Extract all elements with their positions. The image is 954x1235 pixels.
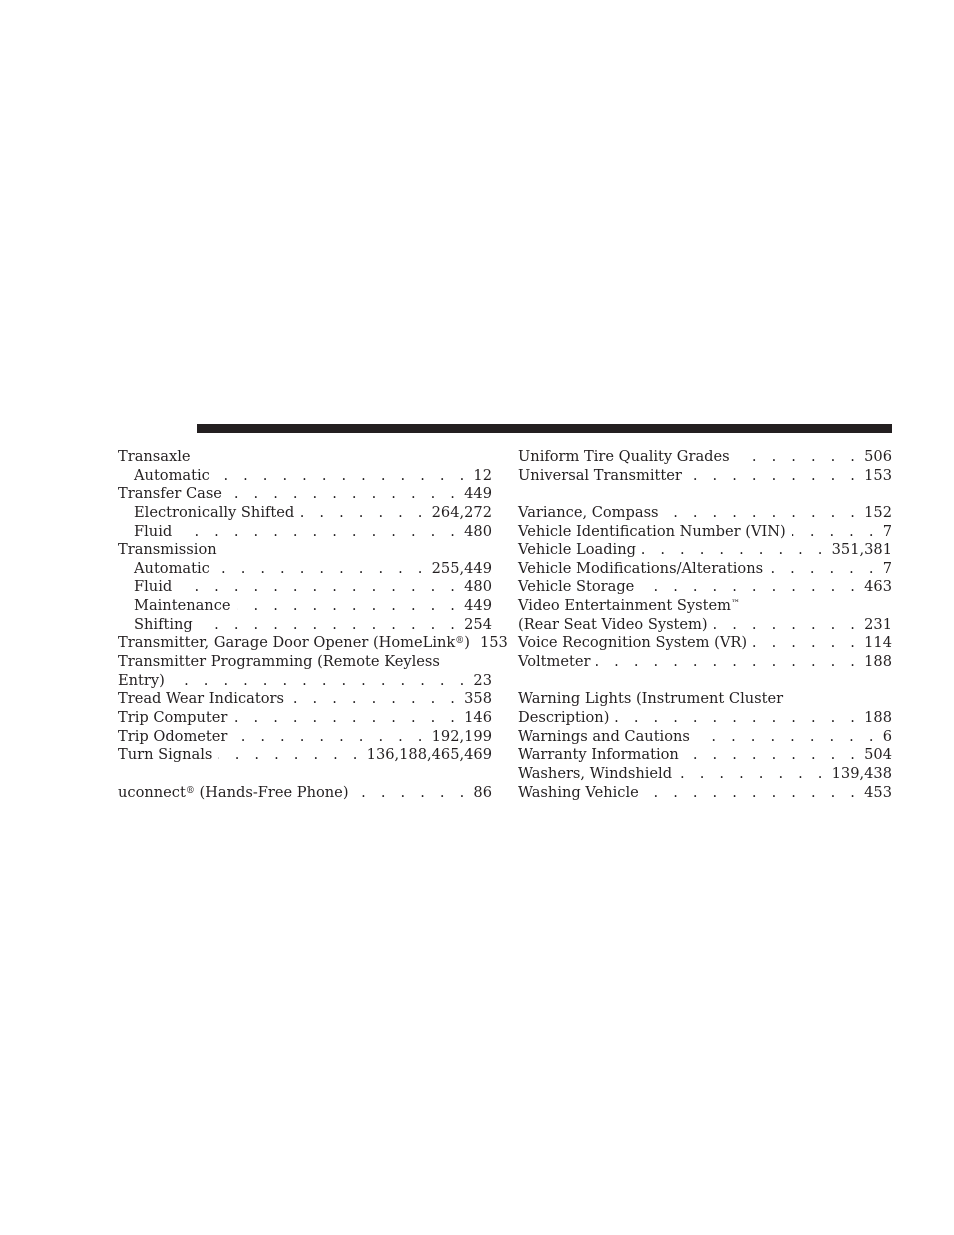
entry-page-number: 86 — [473, 783, 492, 801]
entry-label: Description) — [518, 708, 610, 726]
dot-leader — [596, 653, 860, 672]
index-subentry — [118, 504, 492, 523]
entry-label: Transmitter, Garage Door Opener (HomeLink®) — [118, 634, 470, 652]
entry-label: Washing Vehicle — [518, 783, 639, 801]
dot-leader — [769, 560, 879, 579]
index-entry — [118, 728, 492, 747]
entry-page-number: 480 — [464, 578, 492, 596]
dot-leader — [696, 728, 879, 747]
index-entry — [518, 765, 892, 784]
entry-page-number: 231 — [864, 615, 892, 633]
entry-label: (Rear Seat Video System) — [518, 615, 708, 633]
index-entry — [118, 448, 492, 467]
dot-leader — [233, 728, 427, 747]
entry-label: uconnect® (Hands-Free Phone) — [118, 783, 349, 801]
entry-page-number: 188 — [864, 653, 892, 671]
dot-leader — [228, 485, 460, 504]
entry-page-number: 463 — [864, 578, 892, 596]
dot-leader — [178, 523, 460, 542]
index-entry — [518, 784, 892, 803]
dot-leader — [237, 597, 461, 616]
entry-label: Vehicle Loading — [518, 541, 636, 559]
entry-page-number: 254 — [464, 615, 492, 633]
entry-page-number: 480 — [464, 522, 492, 540]
entry-label: Transaxle — [118, 448, 191, 465]
index-entry — [118, 709, 492, 728]
index-entry — [518, 560, 892, 579]
entry-page-number: 152 — [864, 503, 892, 521]
entry-label: Vehicle Identification Number (VIN) — [518, 522, 786, 540]
dot-leader — [290, 690, 460, 709]
entry-label: Universal Transmitter — [518, 466, 682, 484]
entry-page-number: 453 — [864, 783, 892, 801]
entry-page-number: 351,381 — [831, 541, 892, 559]
dot-leader — [216, 467, 470, 486]
entry-label: Vehicle Modifications/Alterations — [518, 559, 764, 577]
dot-leader — [685, 746, 860, 765]
entry-page-number: 136,188,465,469 — [366, 746, 492, 764]
entry-label: Entry) — [118, 671, 165, 689]
entry-label: Voice Recognition System (VR) — [518, 634, 748, 652]
index-entry — [518, 728, 892, 747]
dot-leader — [233, 709, 460, 728]
entry-page-number: 188 — [864, 708, 892, 726]
entry-label: Warning Lights (Instrument Cluster — [518, 690, 784, 708]
dot-leader — [736, 448, 861, 467]
index-entry — [518, 504, 892, 523]
entry-page-number: 7 — [882, 559, 892, 577]
entry-label: Electronically Shifted — [134, 503, 295, 521]
index-subentry — [118, 597, 492, 616]
entry-label: Transfer Case — [118, 485, 222, 503]
index-subentry — [118, 578, 492, 597]
index-subentry — [118, 560, 492, 579]
entry-label: Warnings and Cautions — [518, 727, 690, 745]
index-entry — [118, 784, 492, 803]
entry-label: Trip Odometer — [118, 727, 228, 745]
index-column-right — [518, 448, 892, 802]
entry-label: Turn Signals — [118, 746, 213, 764]
entry-label: Washers, Windshield — [518, 764, 673, 782]
index-entry — [518, 523, 892, 542]
dot-leader — [171, 672, 470, 691]
entry-page-number: 358 — [464, 690, 492, 708]
dot-leader — [792, 523, 879, 542]
entry-page-number: 146 — [464, 708, 492, 726]
index-spacer — [118, 765, 492, 784]
entry-label: Trip Computer — [118, 708, 228, 726]
index-entry — [118, 634, 508, 653]
entry-label: Voltmeter — [518, 653, 591, 671]
entry-label: Vehicle Storage — [518, 578, 635, 596]
entry-page-number: 114 — [864, 634, 892, 652]
entry-label: Maintenance — [134, 597, 231, 615]
dot-leader — [642, 541, 828, 560]
index-entry — [118, 690, 492, 709]
entry-page-number: 12 — [473, 466, 492, 484]
entry-page-number: 23 — [473, 671, 492, 689]
entry-label: Variance, Compass — [518, 503, 659, 521]
entry-label: Video Entertainment System™ — [518, 597, 740, 615]
dot-leader — [753, 634, 860, 653]
dot-leader — [199, 616, 460, 635]
entry-page-number: 449 — [464, 597, 492, 615]
dot-leader — [355, 784, 470, 803]
dot-leader — [218, 746, 362, 765]
dot-leader — [678, 765, 828, 784]
dot-leader — [714, 616, 861, 635]
index-entry — [118, 653, 492, 672]
index-entry — [518, 541, 892, 560]
entry-label: Fluid — [134, 522, 173, 540]
dot-leader — [615, 709, 860, 728]
index-entry — [118, 746, 492, 765]
entry-label: Shifting — [134, 615, 193, 633]
entry-page-number: 504 — [864, 746, 892, 764]
dot-leader — [640, 578, 860, 597]
entry-label: Transmitter Programming (Remote Keyless — [118, 653, 440, 671]
entry-page-number: 6 — [882, 727, 892, 745]
dot-leader — [665, 504, 861, 523]
index-subentry — [118, 523, 492, 542]
entry-label: Uniform Tire Quality Grades — [518, 448, 730, 465]
entry-page-number: 139,438 — [831, 764, 892, 782]
header-rule — [197, 424, 892, 433]
dot-leader — [216, 560, 428, 579]
index-entry — [118, 485, 492, 504]
dot-leader — [178, 578, 460, 597]
index-entry — [518, 653, 892, 672]
entry-page-number: 153 — [479, 634, 508, 652]
index-entry — [518, 690, 892, 709]
index-entry — [518, 616, 892, 635]
index-entry — [518, 448, 892, 467]
index-subentry — [118, 467, 492, 486]
dot-leader — [300, 504, 427, 523]
entry-label: Warranty Information — [518, 746, 679, 764]
index-entry — [118, 672, 492, 691]
entry-page-number: 153 — [864, 466, 892, 484]
entry-page-number: 449 — [464, 485, 492, 503]
entry-page-number: 264,272 — [431, 503, 492, 521]
index-entry — [518, 634, 892, 653]
entry-page-number: 7 — [882, 522, 892, 540]
index-entry — [518, 578, 892, 597]
index-entry — [118, 541, 492, 560]
entry-page-number: 192,199 — [431, 727, 492, 745]
entry-label: Tread Wear Indicators — [118, 690, 284, 708]
dot-leader — [645, 784, 860, 803]
index-entry — [518, 746, 892, 765]
index-column-left — [118, 448, 508, 802]
index-spacer — [518, 672, 892, 691]
index-spacer — [518, 485, 892, 504]
entry-label: Transmission — [118, 541, 217, 559]
entry-page-number: 255,449 — [431, 559, 492, 577]
index-entry — [518, 709, 892, 728]
entry-label: Automatic — [134, 559, 210, 577]
entry-label: Fluid — [134, 578, 173, 596]
entry-label: Automatic — [134, 466, 210, 484]
index-subentry — [118, 616, 492, 635]
index-entry — [518, 467, 892, 486]
index-entry — [518, 597, 892, 616]
dot-leader — [688, 467, 860, 486]
entry-page-number: 506 — [864, 448, 892, 465]
